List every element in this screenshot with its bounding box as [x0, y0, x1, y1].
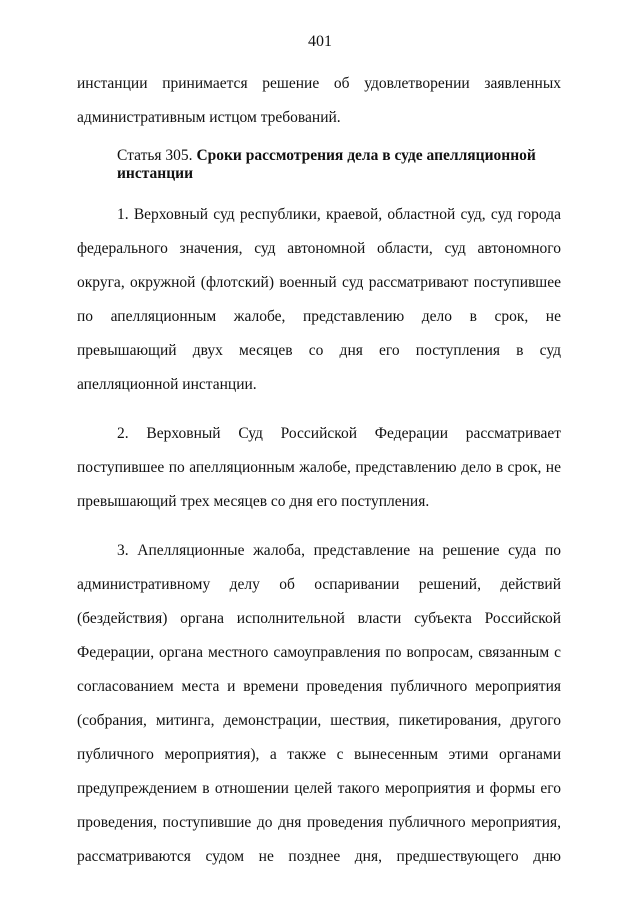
article-prefix: Статья 305. — [117, 147, 193, 164]
paragraph-2: 2. Верховный Суд Российской Федерации рассматривает поступившее по апелляционным жалобе, представлению дело в срок, не превышающий трех месяцев со дня его поступления. — [77, 425, 561, 510]
article-title-continuation: инстанции — [117, 165, 194, 182]
paragraph-3: 3. Апелляционные жалоба, представление на решение суда по административному делу об оспаривании решений, действий (бездействия) органа исполнительной власти субъекта Российской Федерации, органа местного самоуправления по вопросам, связанным с согласованием места и времени проведения публичного мероприятия (собрания, митинга, демонстрации, шествия, пикетирования, другого публичного мероприятия), а также с вынесенным этими органами предупреждением в отношении целей такого мероприятия и формы его проведения, поступившие до дня проведения публичного мероприятия, рассматриваются судом не позднее дня, предшествующего дню — [77, 542, 561, 865]
intro-line-2: административным истцом требований. — [77, 109, 341, 126]
document-body — [77, 67, 561, 874]
page-number: 401 — [308, 33, 332, 50]
article-heading — [117, 147, 561, 183]
intro-line-1: инстанции принимается решение об удовлетворении заявленных — [77, 75, 561, 92]
paragraph-1: 1. Верховный суд республики, краевой, областной суд, суд города федерального значения, суд автономной области, суд автономного округа, окружной (флотский) военный суд рассматривают поступившее по апелляционным жалобе, представлению дело в срок, не превышающий двух месяцев со дня его поступления в суд апелляционной инстанции. — [77, 206, 561, 393]
article-title: Сроки рассмотрения дела в суде апелляционной — [196, 147, 536, 164]
